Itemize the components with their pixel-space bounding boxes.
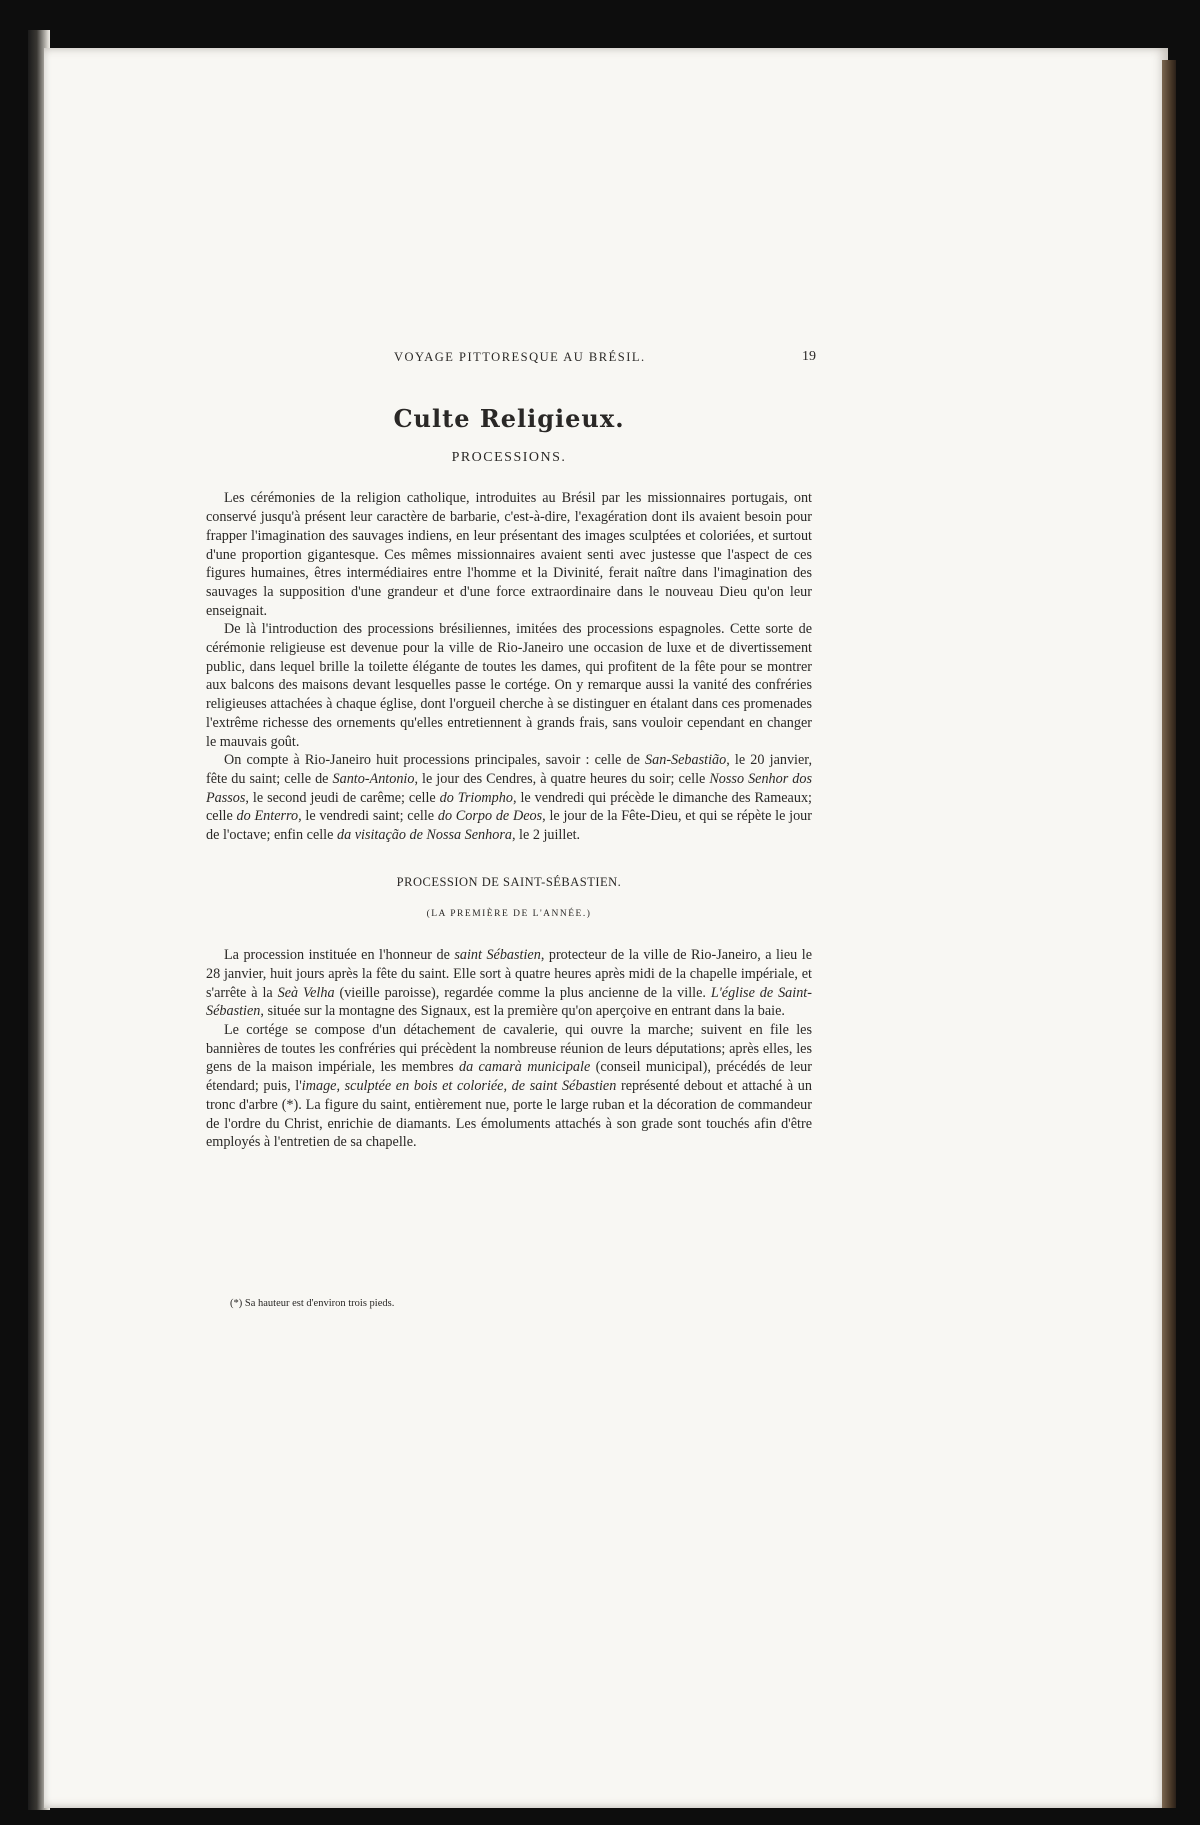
italic-run: do Corpo de Deos	[437, 808, 543, 825]
text-run: représenté debout et attaché à un tronc d'arbre (*). La figure du saint, entièrement nue, porte le large ruban et la décoration de commandeur de l'ordre du Christ, enrichie de diamants. Les émoluments attachés à son grade sont touchés afin d'être employés à l'entretien de sa chapelle.	[206, 1078, 812, 1151]
text-run: , le jour des Cendres, à quatre heures du soir; celle	[414, 770, 710, 787]
running-header	[206, 348, 816, 370]
text-run: , le 20 janvier, fête du saint; celle de	[206, 752, 812, 787]
paragraph-4	[206, 946, 812, 1021]
italic-run: San-Sebastião	[645, 752, 727, 769]
italic-run: L'église de Saint-Sébastien	[206, 984, 812, 1020]
page-edge	[1162, 60, 1176, 1808]
paragraph-1: Les cérémonies de la religion catholique, introduites au Brésil par les missionnaires portugais, ont conservé jusqu'à présent leur caractère de barbarie, c'est-à-dire, l'exagération dont ils avaient besoin pour frapper l'imagination des sauvages indiens, en leur présentant des images sculptées et coloriées, et surtout d'une proportion gigantesque. Ces mêmes missionnaires avaient senti avec justesse que l'aspect de ces figures humaines, êtres intermédiaires entre l'homme et la Divinité, ferait naître dans l'imagination des sauvages la supposition d'une grandeur et d'une force extraordinaire dans le nouveau Dieu qu'on leur enseignait.	[206, 490, 812, 619]
text-run: La procession instituée en l'honneur de	[224, 947, 455, 964]
chapter-subtitle: PROCESSIONS.	[451, 449, 567, 465]
chapter-title: Culte Religieux.	[393, 404, 625, 433]
paragraph-3	[206, 751, 812, 845]
section-subtitle: (LA PREMIÈRE DE L'ANNÉE.)	[426, 909, 592, 920]
italic-run: da camarà municipale	[458, 1059, 591, 1076]
section-title: PROCESSION DE SAINT-SÉBASTIEN.	[396, 874, 622, 889]
text-run: (conseil municipal), précédés de leur étendard; puis, l'	[206, 1059, 812, 1095]
text-run: , le 2 juillet.	[511, 827, 581, 844]
text-run: Le cortége se compose d'un détachement de cavalerie, qui ouvre la marche; suivent en file les bannières de toutes les confréries qui précèdent la nombreuse réunion de leurs députations; après elles, les gens de la maison impériale, les membres	[206, 1021, 812, 1076]
italic-run: image, sculptée en bois et coloriée, de saint Sébastien	[301, 1078, 617, 1095]
text-run: , située sur la montagne des Signaux, est la première qu'on aperçoive en entrant dans la baie.	[260, 1003, 785, 1020]
page-number: 19	[802, 349, 816, 364]
text-run: (vieille paroisse), regardée comme la plus ancienne de la ville.	[334, 984, 711, 1001]
text-run: On compte à Rio-Janeiro huit processions principales, savoir : celle de	[224, 752, 646, 769]
italic-run: saint Sébastien	[454, 947, 541, 964]
italic-run: da visitação de Nossa Senhora	[336, 827, 512, 844]
italic-run: Seà Velha	[277, 984, 335, 1001]
text-run: , le vendredi qui précède le dimanche des Rameaux; celle	[206, 789, 812, 825]
running-title: VOYAGE PITTORESQUE AU BRÉSIL.	[394, 350, 646, 364]
paragraph-2: De là l'introduction des processions brésiliennes, imitées des processions espagnoles. Cette sorte de cérémonie religieuse est devenue pour la ville de Rio-Janeiro une occasion de luxe et de divertissement public, dans lequel brille la toilette élégante de toutes les dames, qui profitent de la fête pour se montrer aux balcons des maisons devant lesquelles passe le cortége. On y remarque aussi la vanité des confréries religieuses attachées à chaque église, dont l'orgueil cherche à se distinguer en étalant dans ces promenades l'extrême richesse des ornements qu'elles entretiennent à grands frais, sans vouloir cependant en changer le mauvais goût.	[206, 621, 812, 750]
footnote: (*) Sa hauteur est d'environ trois pieds.	[230, 1298, 395, 1309]
italic-run: do Triompho	[439, 789, 513, 806]
italic-run: do Enterro	[236, 808, 299, 825]
text-run: , le vendredi saint; celle	[298, 808, 438, 825]
text-run: , le jour de la Fête-Dieu, et qui se répète le jour de l'octave; enfin celle	[206, 808, 813, 844]
paragraph-5	[206, 1021, 812, 1152]
text-run: , le second jeudi de carême; celle	[245, 789, 440, 806]
italic-run: Nosso Senhor dos Passos	[206, 770, 812, 806]
italic-run: Santo-Antonio	[332, 770, 415, 787]
text-block	[206, 348, 816, 1152]
text-run: , protecteur de la ville de Rio-Janeiro, a lieu le 28 janvier, huit jours après la fête du saint. Elle sort à quatre heures après midi de la chapelle impériale, et s'arrête à la	[206, 947, 812, 1001]
